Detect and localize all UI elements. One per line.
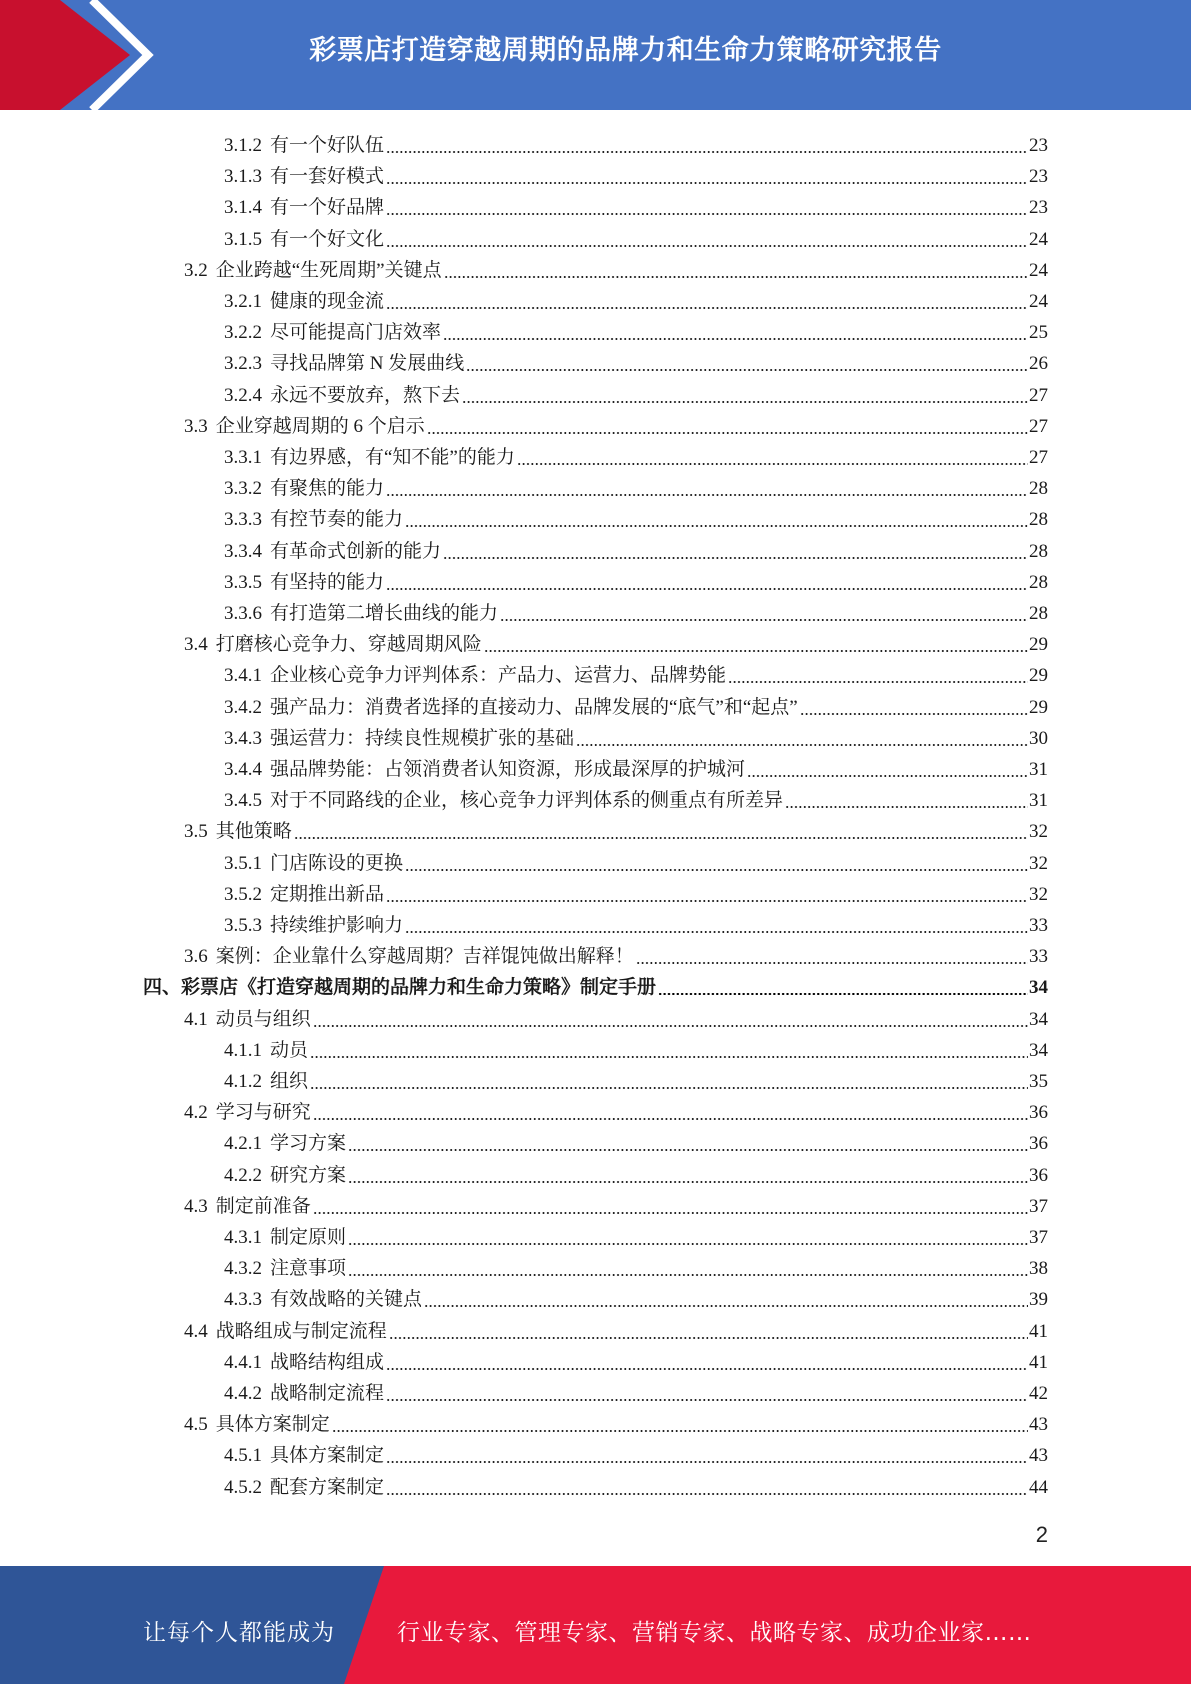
toc-entry[interactable] (224, 1250, 1048, 1281)
toc-entry-page: 29 (1029, 634, 1048, 655)
toc-entry-title: 打磨核心竞争力、穿越周期风险 (215, 634, 482, 655)
toc-entry-title: 战略组成与制定流程 (215, 1321, 387, 1342)
toc-dot-leader (386, 494, 1028, 496)
toc-entry-label (224, 290, 386, 314)
toc-entry-title: 强运营力：持续良性规模扩张的基础 (270, 728, 575, 749)
toc-entry-number: 3.4.1 (224, 665, 262, 686)
toc-entry-label (184, 633, 484, 657)
toc-entry-page: 36 (1029, 1133, 1048, 1154)
toc-entry-label (224, 321, 443, 345)
toc-entry-number: 3.4.4 (224, 759, 262, 780)
toc-entry[interactable] (224, 314, 1048, 345)
toc-entry-number: 3.4 (184, 634, 208, 655)
toc-dot-leader (389, 1337, 1028, 1339)
toc-dot-leader (405, 525, 1028, 527)
toc-dot-leader (313, 1212, 1028, 1214)
toc-dot-leader (386, 307, 1028, 309)
toc-dot-leader (310, 1056, 1028, 1058)
toc-entry-title: 动员 (270, 1040, 309, 1061)
toc-entry-number: 3.2.3 (224, 353, 262, 374)
toc-entry[interactable] (184, 626, 1048, 657)
toc-entry-number: 3.3.1 (224, 447, 262, 468)
toc-entry[interactable] (184, 1001, 1048, 1032)
toc-dot-leader (386, 1399, 1028, 1401)
toc-dot-leader (310, 1087, 1028, 1089)
toc-entry-label (224, 384, 462, 408)
toc-entry-label (224, 1164, 348, 1188)
toc-entry[interactable] (224, 1281, 1048, 1312)
toc-entry-label (184, 945, 636, 969)
toc-entry[interactable] (224, 470, 1048, 501)
toc-entry-page: 39 (1029, 1289, 1048, 1310)
toc-dot-leader (517, 463, 1028, 465)
toc-dot-leader (386, 182, 1028, 184)
toc-entry[interactable] (224, 689, 1048, 720)
toc-entry-number: 3.2.4 (224, 385, 262, 406)
toc-entry-title: 战略制定流程 (270, 1383, 385, 1404)
toc-entry-title: 有一个好品牌 (270, 197, 385, 218)
toc-entry[interactable] (224, 533, 1048, 564)
toc-entry-number: 3.6 (184, 946, 208, 967)
toc-entry-page: 31 (1029, 759, 1048, 780)
toc-entry-label (224, 758, 747, 782)
toc-entry[interactable] (224, 595, 1048, 626)
toc-entry-label (184, 1008, 313, 1032)
toc-entry[interactable] (143, 969, 1048, 1000)
toc-entry[interactable] (224, 501, 1048, 532)
toc-dot-leader (386, 900, 1028, 902)
toc-entry-page: 41 (1029, 1352, 1048, 1373)
toc-entry-number: 4.5.1 (224, 1445, 262, 1466)
toc-entry-number: 4.3 (184, 1196, 208, 1217)
toc-dot-leader (443, 557, 1028, 559)
toc-entry-label (224, 477, 386, 501)
toc-entry-title: 企业穿越周期的 6 个启示 (215, 416, 425, 437)
toc-entry-page: 34 (1029, 1040, 1048, 1061)
toc-entry[interactable] (224, 1469, 1048, 1500)
toc-entry-page: 43 (1029, 1414, 1048, 1435)
toc-entry[interactable] (224, 876, 1048, 907)
toc-entry-title: 有坚持的能力 (270, 572, 385, 593)
toc-entry-page: 36 (1029, 1102, 1048, 1123)
toc-entry-page: 26 (1029, 353, 1048, 374)
toc-entry-label (224, 696, 800, 720)
toc-dot-leader (466, 369, 1028, 371)
page-footer (0, 1566, 1191, 1684)
toc-dot-leader (386, 1461, 1028, 1463)
toc-entry-title: 注意事项 (270, 1258, 347, 1279)
toc-dot-leader (576, 744, 1028, 746)
toc-entry[interactable] (224, 189, 1048, 220)
toc-dot-leader (386, 151, 1028, 153)
toc-entry-label (224, 1132, 348, 1156)
toc-entry[interactable] (224, 1063, 1048, 1094)
toc-entry-label (224, 540, 443, 564)
toc-entry-number: 3.3.2 (224, 478, 262, 499)
toc-entry-page: 29 (1029, 697, 1048, 718)
toc-entry-number: 4.3.2 (224, 1258, 262, 1279)
toc-dot-leader (405, 931, 1028, 933)
toc-entry-label (224, 165, 386, 189)
toc-entry-label (224, 1039, 310, 1063)
toc-entry-number: 4.5 (184, 1414, 208, 1435)
toc-entry-number: 3.3 (184, 416, 208, 437)
toc-dot-leader (427, 432, 1028, 434)
toc-entry-page: 28 (1029, 541, 1048, 562)
toc-entry-page: 27 (1029, 385, 1048, 406)
footer-slogan-right: 行业专家、管理专家、营销专家、战略专家、成功企业家…… (397, 1620, 1032, 1646)
toc-entry-title: 学习方案 (270, 1133, 347, 1154)
toc-entry-title: 其他策略 (215, 821, 292, 842)
toc-dot-leader (332, 1430, 1028, 1432)
toc-dot-leader (636, 962, 1028, 964)
toc-entry[interactable] (224, 782, 1048, 813)
toc-dot-leader (348, 1274, 1028, 1276)
toc-entry-page: 23 (1029, 135, 1048, 156)
toc-entry-page: 32 (1029, 821, 1048, 842)
footer-slogan-left: 让每个人都能成为 (143, 1620, 335, 1646)
toc-dot-leader (747, 775, 1028, 777)
toc-entry-title: 具体方案制定 (270, 1445, 385, 1466)
toc-entry-number: 4.3.3 (224, 1289, 262, 1310)
toc-entry-title: 战略结构组成 (270, 1352, 385, 1373)
toc-entry-label (224, 1382, 386, 1406)
toc-entry-number: 3.3.5 (224, 572, 262, 593)
header-title: 彩票店打造穿越周期的品牌力和生命力策略研究报告 (309, 35, 942, 66)
toc-entry-title: 有效战略的关键点 (270, 1289, 423, 1310)
toc-entry[interactable] (224, 1344, 1048, 1375)
toc-entry-title: 有打造第二增长曲线的能力 (270, 603, 499, 624)
toc-entry-page: 32 (1029, 853, 1048, 874)
toc-entry-page: 36 (1029, 1165, 1048, 1186)
toc-entry-page: 32 (1029, 884, 1048, 905)
toc-entry-label (224, 1288, 424, 1312)
toc-entry[interactable] (184, 813, 1048, 844)
toc-entry[interactable] (184, 938, 1048, 969)
toc-entry-title: 有一个好队伍 (270, 135, 385, 156)
toc-entry-title: 有边界感，有“知不能”的能力 (270, 447, 515, 468)
toc-dot-leader (386, 245, 1028, 247)
toc-entry-page: 37 (1029, 1227, 1048, 1248)
toc-entry-page: 23 (1029, 197, 1048, 218)
toc-entry-title: 尽可能提高门店效率 (270, 322, 442, 343)
toc-entry-page: 34 (1029, 1009, 1048, 1030)
toc-entry-number: 3.4.3 (224, 728, 262, 749)
toc-dot-leader (313, 1025, 1028, 1027)
toc-entry-number: 3.1.2 (224, 135, 262, 156)
toc-entry-title: 有一个好文化 (270, 229, 385, 250)
toc-entry-number: 4.1.1 (224, 1040, 262, 1061)
toc-entry-page: 27 (1029, 416, 1048, 437)
toc-entry-page: 28 (1029, 603, 1048, 624)
toc-entry-title: 永远不要放弃，熬下去 (270, 385, 461, 406)
toc-entry-title: 定期推出新品 (270, 884, 385, 905)
toc-entry-number: 4.2.2 (224, 1165, 262, 1186)
page-number: 2 (1035, 1522, 1048, 1547)
toc-entry-number: 3.1.5 (224, 229, 262, 250)
toc-entry-page: 28 (1029, 478, 1048, 499)
toc-entry-title: 对于不同路线的企业，核心竞争力评判体系的侧重点有所差异 (270, 790, 784, 811)
toc-entry-label (224, 228, 386, 252)
toc-entry[interactable] (224, 345, 1048, 376)
toc-dot-leader (386, 588, 1028, 590)
toc-entry-number: 4.2 (184, 1102, 208, 1123)
toc-entry-label (224, 1070, 310, 1094)
toc-entry[interactable] (224, 127, 1048, 158)
toc-entry-label (224, 508, 405, 532)
toc-entry-page: 44 (1029, 1477, 1048, 1498)
toc-entry-title: 有控节奏的能力 (270, 509, 404, 530)
toc-entry-number: 4.4 (184, 1321, 208, 1342)
toc-entry-number: 4.5.2 (224, 1477, 262, 1498)
toc-entry-number: 3.2.1 (224, 291, 262, 312)
toc-entry[interactable] (184, 1313, 1048, 1344)
toc-entry-number: 3.5.2 (224, 884, 262, 905)
toc-entry-title: 强品牌势能：占领消费者认知资源，形成最深厚的护城河 (270, 759, 746, 780)
toc-dot-leader (405, 869, 1028, 871)
toc-entry-number: 4.4.1 (224, 1352, 262, 1373)
toc-entry-number: 3.1.4 (224, 197, 262, 218)
toc-dot-leader (484, 650, 1028, 652)
page-header (0, 0, 1191, 110)
toc-dot-leader (444, 276, 1028, 278)
toc-dot-leader (728, 681, 1028, 683)
toc-dot-leader (348, 1181, 1028, 1183)
toc-entry-label (224, 1257, 348, 1281)
toc-entry-number: 3.4.5 (224, 790, 262, 811)
toc-entry-page: 31 (1029, 790, 1048, 811)
toc-entry-title: 企业核心竞争力评判体系：产品力、运营力、品牌势能 (270, 665, 727, 686)
toc-entry-number: 4.3.1 (224, 1227, 262, 1248)
toc-entry[interactable] (224, 751, 1048, 782)
toc-entry-label (224, 602, 500, 626)
toc-dot-leader (443, 338, 1028, 340)
toc-entry-number: 3.5.3 (224, 915, 262, 936)
toc-entry-number: 3.5.1 (224, 853, 262, 874)
toc-entry[interactable] (224, 1375, 1048, 1406)
toc-entry-number: 3.2 (184, 260, 208, 281)
toc-dot-leader (294, 837, 1028, 839)
toc-entry[interactable] (184, 408, 1048, 439)
toc-dot-leader (500, 619, 1028, 621)
toc-entry-label (224, 914, 405, 938)
toc-entry-title: 企业跨越“生死周期”关键点 (215, 260, 442, 281)
toc-entry-page: 30 (1029, 728, 1048, 749)
toc-entry-label (224, 196, 386, 220)
toc-entry-label (224, 352, 466, 376)
toc-entry-page: 28 (1029, 572, 1048, 593)
toc-entry-title: 持续维护影响力 (270, 915, 404, 936)
toc-entry[interactable] (224, 1437, 1048, 1468)
toc-dot-leader (800, 713, 1028, 715)
toc-entry-page: 33 (1029, 946, 1048, 967)
toc-dot-leader (462, 401, 1028, 403)
toc-entry-label (224, 664, 728, 688)
toc-entry[interactable] (224, 720, 1048, 751)
toc-entry-title: 制定前准备 (215, 1196, 311, 1217)
toc-entry-number: 3.3.4 (224, 541, 262, 562)
toc-entry-title: 案例：企业靠什么穿越周期？吉祥馄饨做出解释！ (215, 946, 634, 967)
toc-entry-title: 组织 (270, 1071, 309, 1092)
toc-dot-leader (313, 1118, 1028, 1120)
toc-entry-title: 有聚焦的能力 (270, 478, 385, 499)
toc-entry-number: 3.3.3 (224, 509, 262, 530)
toc-dot-leader (424, 1305, 1028, 1307)
toc-entry-page: 43 (1029, 1445, 1048, 1466)
toc-entry-label (224, 1351, 386, 1375)
toc-entry-label (184, 415, 427, 439)
toc-entry-label (224, 1226, 348, 1250)
toc-entry-page: 25 (1029, 322, 1048, 343)
toc-entry[interactable] (224, 564, 1048, 595)
toc-entry-label (184, 1320, 389, 1344)
toc-entry-page: 35 (1029, 1071, 1048, 1092)
toc-entry-label (224, 852, 405, 876)
toc-entry[interactable] (224, 907, 1048, 938)
toc-entry-number: 3.5 (184, 821, 208, 842)
toc-dot-leader (386, 1368, 1028, 1370)
toc-entry-title: 健康的现金流 (270, 291, 385, 312)
toc-entry-number: 4.2.1 (224, 1133, 262, 1154)
toc-entry-label (184, 259, 444, 283)
toc-dot-leader (348, 1149, 1028, 1151)
toc-entry-page: 24 (1029, 260, 1048, 281)
toc-entry-title: 制定原则 (270, 1227, 347, 1248)
toc-entry-title: 有一套好模式 (270, 166, 385, 187)
toc-dot-leader (785, 806, 1028, 808)
toc-entry-page: 24 (1029, 229, 1048, 250)
toc-entry-label (224, 446, 517, 470)
toc-entry-page: 24 (1029, 291, 1048, 312)
toc-entry[interactable] (184, 252, 1048, 283)
toc-entry[interactable] (184, 1406, 1048, 1437)
toc-entry[interactable] (224, 158, 1048, 189)
toc-entry[interactable] (224, 377, 1048, 408)
toc-entry-label (224, 134, 386, 158)
toc-entry-page: 33 (1029, 915, 1048, 936)
toc-entry-title: 门店陈设的更换 (270, 853, 404, 874)
toc-entry-label (224, 571, 386, 595)
toc-entry-title: 四、彩票店《打造穿越周期的品牌力和生命力策略》制定手册 (143, 977, 657, 998)
toc-entry-page: 27 (1029, 447, 1048, 468)
toc-dot-leader (348, 1243, 1028, 1245)
toc-entry-label (224, 1444, 386, 1468)
toc-dot-leader (386, 1493, 1028, 1495)
toc-entry[interactable] (224, 283, 1048, 314)
toc-entry[interactable] (224, 221, 1048, 252)
toc-entry-label (224, 727, 576, 751)
toc-dot-leader (386, 213, 1028, 215)
toc-entry-number: 3.3.6 (224, 603, 262, 624)
toc-entry-page: 41 (1029, 1321, 1048, 1342)
toc-entry-page: 42 (1029, 1383, 1048, 1404)
toc-entry-number: 4.4.2 (224, 1383, 262, 1404)
toc-entry-number: 3.4.2 (224, 697, 262, 718)
toc-entry-number: 3.1.3 (224, 166, 262, 187)
toc-entry-title: 强产品力：消费者选择的直接动力、品牌发展的“底气”和“起点” (270, 697, 798, 718)
toc-entry[interactable] (224, 439, 1048, 470)
toc-entry-number: 4.1 (184, 1009, 208, 1030)
toc-entry[interactable] (224, 1219, 1048, 1250)
toc-entry-number: 3.2.2 (224, 322, 262, 343)
toc-entry-page: 23 (1029, 166, 1048, 187)
toc-entry[interactable] (224, 1032, 1048, 1063)
toc-entry-label (224, 1476, 386, 1500)
toc-entry-number: 4.1.2 (224, 1071, 262, 1092)
toc-dot-leader (658, 993, 1028, 995)
toc-entry-page: 37 (1029, 1196, 1048, 1217)
toc-entry[interactable] (224, 845, 1048, 876)
toc-entry-title: 学习与研究 (215, 1102, 311, 1123)
toc-entry-label (224, 789, 785, 813)
toc-entry[interactable] (224, 1157, 1048, 1188)
toc-entry-page: 29 (1029, 665, 1048, 686)
toc-entry[interactable] (184, 1188, 1048, 1219)
toc-entry-page: 34 (1029, 977, 1048, 998)
toc-entry-title: 研究方案 (270, 1165, 347, 1186)
toc-entry-title: 配套方案制定 (270, 1477, 385, 1498)
toc-entry-label (184, 820, 294, 844)
toc-entry[interactable] (224, 1125, 1048, 1156)
toc-entry-page: 28 (1029, 509, 1048, 530)
toc-entry-label (184, 1101, 313, 1125)
toc-entry[interactable] (224, 657, 1048, 688)
toc-entry-page: 38 (1029, 1258, 1048, 1279)
toc-entry-title: 具体方案制定 (215, 1414, 330, 1435)
toc-entry-label (184, 1195, 313, 1219)
toc-entry-title: 动员与组织 (215, 1009, 311, 1030)
toc-entry-title: 有革命式创新的能力 (270, 541, 442, 562)
toc-entry-label (184, 1413, 332, 1437)
toc-entry-label (143, 976, 658, 1000)
toc-entry-title: 寻找品牌第 N 发展曲线 (270, 353, 465, 374)
toc-entry-label (224, 883, 386, 907)
toc-entry[interactable] (184, 1094, 1048, 1125)
